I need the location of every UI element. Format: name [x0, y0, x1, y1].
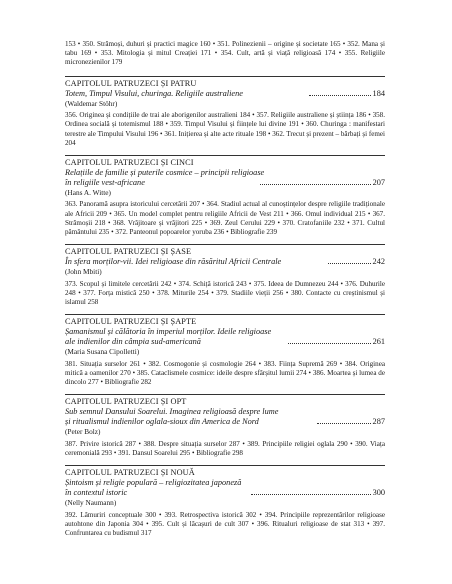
chapter-title-row: [65, 89, 385, 99]
chapter-contents: 381. Situația surselor 261 • 382. Cosmogonie și cosmologie 264 • 383. Ființa Supremă 269 • 384. Originea mitică a oamenilor 270 • 385. Cataclismele cosmice: ideile despre sfârșitul lumii 274 • 386. Moartea și lumea de dincolo 277 • Bibliografie 282: [65, 359, 385, 387]
chapter-title-row: [65, 337, 385, 347]
chapter-entry-44: [65, 76, 385, 148]
page-number: 242: [372, 257, 385, 267]
page-number: 300: [372, 488, 386, 498]
chapter-title-line: Șamanismul și călătoria în imperiul morților. Ideile religioase: [65, 327, 272, 337]
chapter-entry-49: [65, 465, 385, 538]
chapter-title-row: [65, 257, 385, 267]
chapter-title: În sfera morților-vii. Idei religioase din răsăritul Africii Centrale: [65, 257, 282, 267]
chapter-contents: 363. Panoramă asupra istoricului cercetării 207 • 364. Stadiul actual al cunoștințelor despre religiile tradiționale ale Africii 209 • 365. Un model complet pentru religiile Africii de Vest 211 • 366. Omul individual 215 • 367. Strămoșii 218 • 368. Vrăjitoare și vrăjitori 225 • 369. Zeul Cerului 229 • 370. Cratofaniile 232 • 371. Cultul pământului 235 • 372. Panteonul popoarelor yoruba 236 • Bibliografie 239: [65, 200, 385, 237]
chapter-heading: CAPITOLUL PATRUZECI ȘI PATRU: [65, 78, 197, 88]
dot-leader: [251, 494, 371, 495]
chapter-heading: CAPITOLUL PATRUZECI ȘI OPT: [65, 397, 187, 407]
chapter-entry-48: [65, 394, 385, 458]
page-number: 207: [372, 177, 386, 187]
chapter-title-line: Relațiile de familie și puterile cosmice – principii religioase: [65, 167, 265, 177]
page-number: 287: [372, 417, 385, 427]
dot-leader: [260, 184, 371, 185]
chapter-title-line: Șintoism și religie populară – religiozitatea japoneză: [65, 478, 242, 488]
chapter-author: (John Mbiti): [65, 267, 102, 277]
chapter-heading: CAPITOLUL PATRUZECI ȘI CINCI: [65, 157, 194, 167]
intro-paragraph: 153 • 350. Strămoși, duhuri și practici magice 160 • 351. Polinezienii – origine și societate 165 • 352. Mana și tabu 169 • 353. Mitologia și mitul Creației 171 • 354. Cult, artă și viață religioasă 174 • 355. Religiile micronezienilor 179: [65, 40, 385, 67]
page-number: 184: [372, 88, 385, 98]
chapter-title-row: [65, 178, 385, 188]
chapter-title-row: [65, 488, 385, 498]
chapter-entry-45: [65, 155, 385, 237]
dot-leader: [309, 95, 371, 96]
dot-leader: [288, 343, 371, 344]
chapter-contents: 356. Originea și condițiile de trai ale aborigenilor australieni 184 • 357. Religiile australiene și știința 186 • 358. Ordinea socială și totemismul 188 • 359. Timpul Visului și ființele lui divine 191 • 360. Churinga : manifestari terestre ale Timpului Visului 196 • 361. Inițierea și alte acte rituale 198 • 362. Trecut și prezent – bărbați și femei 204: [65, 111, 385, 147]
chapter-author: (Hans A. Witte): [65, 187, 111, 197]
chapter-heading: CAPITOLUL PATRUZECI ȘI ȘAPTE: [65, 317, 197, 327]
chapter-contents: 392. Lămuriri conceptuale 300 • 393. Retrospectiva istorică 302 • 394. Principiile reprezentărilor religioase autohtone din Japonia 304 • 395. Cult și lăcașuri de cult 307 • 396. Ritualuri religioase de stat 313 • 397. Confruntarea cu budismul 317: [65, 510, 385, 538]
chapter-heading: CAPITOLUL PATRUZECI ȘI ȘASE: [65, 247, 192, 257]
chapter-entry-46: [65, 244, 385, 307]
dot-leader: [317, 423, 371, 424]
chapter-title: Totem, Timpul Visului, churinga. Religiile australiene: [65, 88, 243, 98]
chapter-entry-47: [65, 314, 385, 387]
chapter-contents: 387. Privire istorică 287 • 388. Despre situația surselor 287 • 389. Principiile religiei oglala 290 • 390. Viața ceremonială 293 • 391. Dansul Soarelui 295 • Bibliografie 298: [65, 439, 385, 458]
chapter-title: ale indienilor din câmpia sud-americană: [65, 337, 201, 347]
chapter-author: (Peter Bolz): [65, 427, 101, 437]
chapter-title: în contextul istoric: [65, 488, 128, 498]
chapter-title-row: [65, 417, 385, 427]
chapter-title: și ritualismul indienilor oglala-sioux din America de Nord: [65, 417, 259, 427]
chapter-author: (Waldemar Stöhr): [65, 98, 118, 108]
chapter-contents: 373. Scopul și limitele cercetării 242 • 374. Schiță istorică 243 • 375. Ideea de Dumnezeu 244 • 376. Duhurile 248 • 377. Forța mistică 250 • 378. Miturile 254 • 379. Stadiile vieții 256 • 380. Contacte cu creștinismul și islamul 258: [65, 279, 385, 307]
table-of-contents-page: [65, 40, 385, 545]
dot-leader: [328, 263, 371, 264]
page-number: 261: [372, 337, 386, 347]
chapter-author: (Nelly Naumann): [65, 498, 117, 508]
chapter-title-line: Sub semnul Dansului Soarelui. Imaginea religioasă despre lume: [65, 407, 279, 417]
chapter-author: (Maria Susana Cipolletti): [65, 347, 140, 357]
chapter-heading: CAPITOLUL PATRUZECI ȘI NOUĂ: [65, 468, 195, 478]
chapter-title: în religiile vest-africane: [65, 177, 145, 187]
